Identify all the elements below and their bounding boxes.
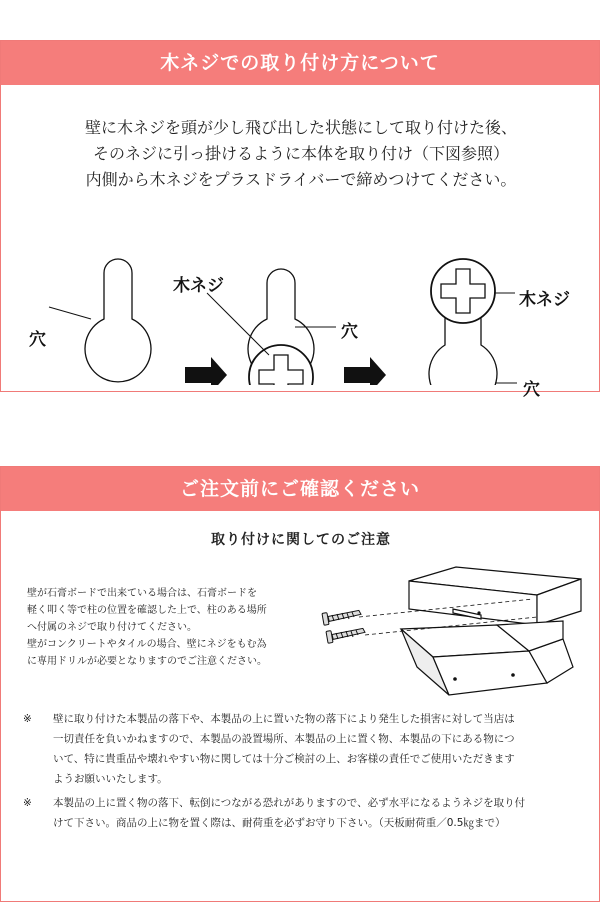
warning-line: 軽く叩く等で柱の位置を確認した上で、柱のある場所 [27,605,267,616]
phillips-screw-head-icon [431,259,495,323]
note-line: 本製品の上に置く物の落下、転倒につながる恐れがありますので、必ず水平になるようネジを取り付 [53,797,526,809]
mounting-diagram-svg [1,215,600,385]
label-screw-middle: 木ネジ [173,276,224,296]
mounting-instructions-section [0,40,600,400]
note-line: けて下さい。商品の上に物を置く際は、耐荷重を必ずお守り下さい。（天板耐荷重／0.5㎏まで） [53,817,506,829]
warning-line: に専用ドリルが必要となりますのでご注意ください。 [27,656,267,667]
warning-line: 壁がコンクリートやタイルの場合、壁にネジをもむ為 [27,639,267,650]
product-mounting-illustration [301,563,591,707]
wall-type-warning [27,585,307,670]
pre-order-notice-section [0,466,600,902]
level-mounting-note [23,793,583,833]
intro-line-1: 壁に木ネジを頭が少し飛び出した状態にして取り付けた後、 [84,118,517,137]
mounting-diagram [1,215,600,400]
mounting-caution-title: 取り付けに関してのご注意 [211,532,391,548]
note-line: 一切責任を負いかねますので、本製品の設置場所、本製品の上に置く物、本製品の下にある物につ [53,733,515,745]
note-line: ようお願いいたします。 [53,773,168,785]
intro-line-2: そのネジに引っ掛けるように本体を取り付け（下図参照） [92,144,509,163]
note-line: 壁に取り付けた本製品の落下や、本製品の上に置いた物の落下により発生した損害に対して当店は [53,713,515,725]
label-hole-middle: 穴 [341,322,358,342]
intro-line-3: 内側から木ネジをプラスドライバーで締めつけてください。 [85,170,517,189]
note-line: いて、特に貴重品や壊れやすい物に関しては十分ご検討の上、お客様の責任でご使用いただきます [53,753,515,765]
keyhole-slot-icon [85,259,151,382]
arrow-right-icon [344,357,386,385]
section-header-mounting: 木ネジでの取り付け方について [1,41,599,85]
label-screw-right: 木ネジ [519,290,570,310]
note-mark: ※ [23,713,32,725]
intro-text [1,115,600,193]
section-header-notice: ご注文前にご確認ください [1,467,599,511]
wood-screw-icon [322,610,361,625]
note-mark: ※ [23,797,32,809]
wood-screw-icon [326,628,365,643]
arrow-right-icon [185,357,227,385]
warning-line: 壁が石膏ボードで出来ている場合は、石膏ボードを [27,588,257,599]
label-hole-right: 穴 [523,380,540,400]
warning-line: へ付属のネジで取り付けてください。 [27,622,197,633]
label-hole-left: 穴 [29,330,46,350]
liability-note [23,709,583,789]
